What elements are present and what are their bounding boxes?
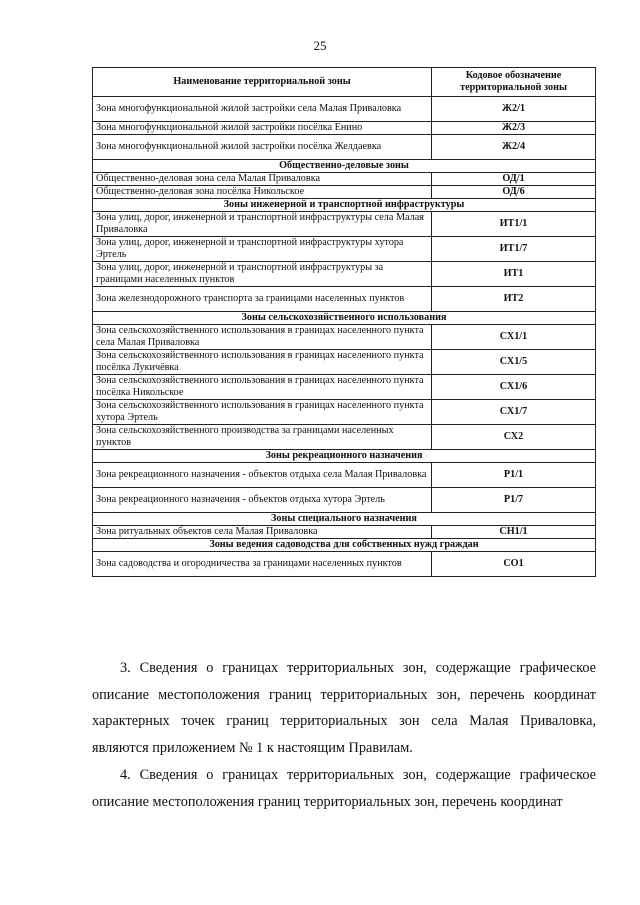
zone-code-cell: Р1/7 [432, 488, 596, 513]
zone-code-cell: СХ1/5 [432, 350, 596, 375]
zone-code-cell: Ж2/1 [432, 97, 596, 122]
zone-name-cell: Общественно-деловая зона села Малая Приваловка [93, 173, 432, 186]
zone-code-cell: СХ1/7 [432, 400, 596, 425]
paragraph-3: 3. Сведения о границах территориальных зон, содержащие графическое описание местоположения границ территориальных зон, перечень координат характерных точек границ территориальных зон села Малая Приваловка, являются приложением № 1 к настоящим Правилам. [92, 660, 596, 756]
section-title: Зоны ведения садоводства для собственных нужд граждан [93, 539, 596, 552]
table-row [93, 488, 596, 513]
section-header-row [93, 539, 596, 552]
zone-name-cell: Зона сельскохозяйственного производства за границами населенных пунктов [93, 425, 432, 450]
header-zone-code: Кодовое обозначение территориальной зоны [432, 68, 596, 97]
zone-code-cell: Р1/1 [432, 463, 596, 488]
section-header-row [93, 450, 596, 463]
zone-name-cell: Зона многофункциональной жилой застройки посёлка Енино [93, 122, 432, 135]
table-row [93, 237, 596, 262]
zone-code-cell: СХ1/1 [432, 325, 596, 350]
paragraph-4: 4. Сведения о границах территориальных зон, содержащие графическое описание местоположения границ территориальных зон, перечень координат [92, 767, 596, 810]
page-number: 25 [313, 38, 327, 53]
zone-code-cell: СХ1/6 [432, 375, 596, 400]
section-title: Зоны инженерной и транспортной инфраструктуры [93, 199, 596, 212]
zone-name-cell: Зона сельскохозяйственного использования в границах населенного пункта хутора Эртель [93, 400, 432, 425]
table-row [93, 287, 596, 312]
zone-code-cell: СХ2 [432, 425, 596, 450]
table-row [93, 526, 596, 539]
header-zone-name: Наименование территориальной зоны [93, 68, 432, 97]
table-row [93, 186, 596, 199]
table-row [93, 350, 596, 375]
table-row [93, 135, 596, 160]
zone-name-cell: Зона сельскохозяйственного использования в границах населенного пункта посёлка Лукичёвка [93, 350, 432, 375]
zone-code-cell: ИТ1 [432, 262, 596, 287]
table-row [93, 262, 596, 287]
zone-name-cell: Зона улиц, дорог, инженерной и транспортной инфраструктуры села Малая Приваловка [93, 212, 432, 237]
zone-name-cell: Общественно-деловая зона посёлка Никольское [93, 186, 432, 199]
zone-code-cell: ИТ1/7 [432, 237, 596, 262]
zone-code-cell: ОД/1 [432, 173, 596, 186]
zone-name-cell: Зона рекреационного назначения - объектов отдыха села Малая Приваловка [93, 463, 432, 488]
zone-code-cell: Ж2/4 [432, 135, 596, 160]
zone-name-cell: Зона железнодорожного транспорта за границами населенных пунктов [93, 287, 432, 312]
zone-code-cell: ОД/6 [432, 186, 596, 199]
zone-code-cell: СО1 [432, 552, 596, 577]
zone-code-cell: Ж2/3 [432, 122, 596, 135]
zone-name-cell: Зона улиц, дорог, инженерной и транспортной инфраструктуры хутора Эртель [93, 237, 432, 262]
table-body [93, 97, 596, 577]
zone-code-cell: СН1/1 [432, 526, 596, 539]
section-title: Зоны сельскохозяйственного использования [93, 312, 596, 325]
table-row [93, 212, 596, 237]
table-row [93, 325, 596, 350]
section-header-row [93, 513, 596, 526]
zone-name-cell: Зона многофункциональной жилой застройки посёлка Желдаевка [93, 135, 432, 160]
table-row [93, 425, 596, 450]
section-header-row [93, 312, 596, 325]
section-header-row [93, 199, 596, 212]
table-row [93, 400, 596, 425]
table-row [93, 173, 596, 186]
table-row [93, 463, 596, 488]
section-title: Общественно-деловые зоны [93, 160, 596, 173]
table-row [93, 375, 596, 400]
zone-code-cell: ИТ1/1 [432, 212, 596, 237]
table-row [93, 552, 596, 577]
zone-name-cell: Зона ритуальных объектов села Малая Приваловка [93, 526, 432, 539]
zone-name-cell: Зона многофункциональной жилой застройки села Малая Приваловка [93, 97, 432, 122]
zone-name-cell: Зона сельскохозяйственного использования в границах населенного пункта села Малая Приваловка [93, 325, 432, 350]
zone-name-cell: Зона садоводства и огородничества за границами населенных пунктов [93, 552, 432, 577]
section-header-row [93, 160, 596, 173]
zone-code-cell: ИТ2 [432, 287, 596, 312]
zone-name-cell: Зона сельскохозяйственного использования в границах населенного пункта посёлка Никольское [93, 375, 432, 400]
section-title: Зоны специального назначения [93, 513, 596, 526]
table-row [93, 97, 596, 122]
zone-name-cell: Зона рекреационного назначения - объектов отдыха хутора Эртель [93, 488, 432, 513]
zone-name-cell: Зона улиц, дорог, инженерной и транспортной инфраструктуры за границами населенных пунктов [93, 262, 432, 287]
table-header-row [93, 68, 596, 97]
territorial-zones-table [92, 67, 596, 577]
section-title: Зоны рекреационного назначения [93, 450, 596, 463]
table-row [93, 122, 596, 135]
